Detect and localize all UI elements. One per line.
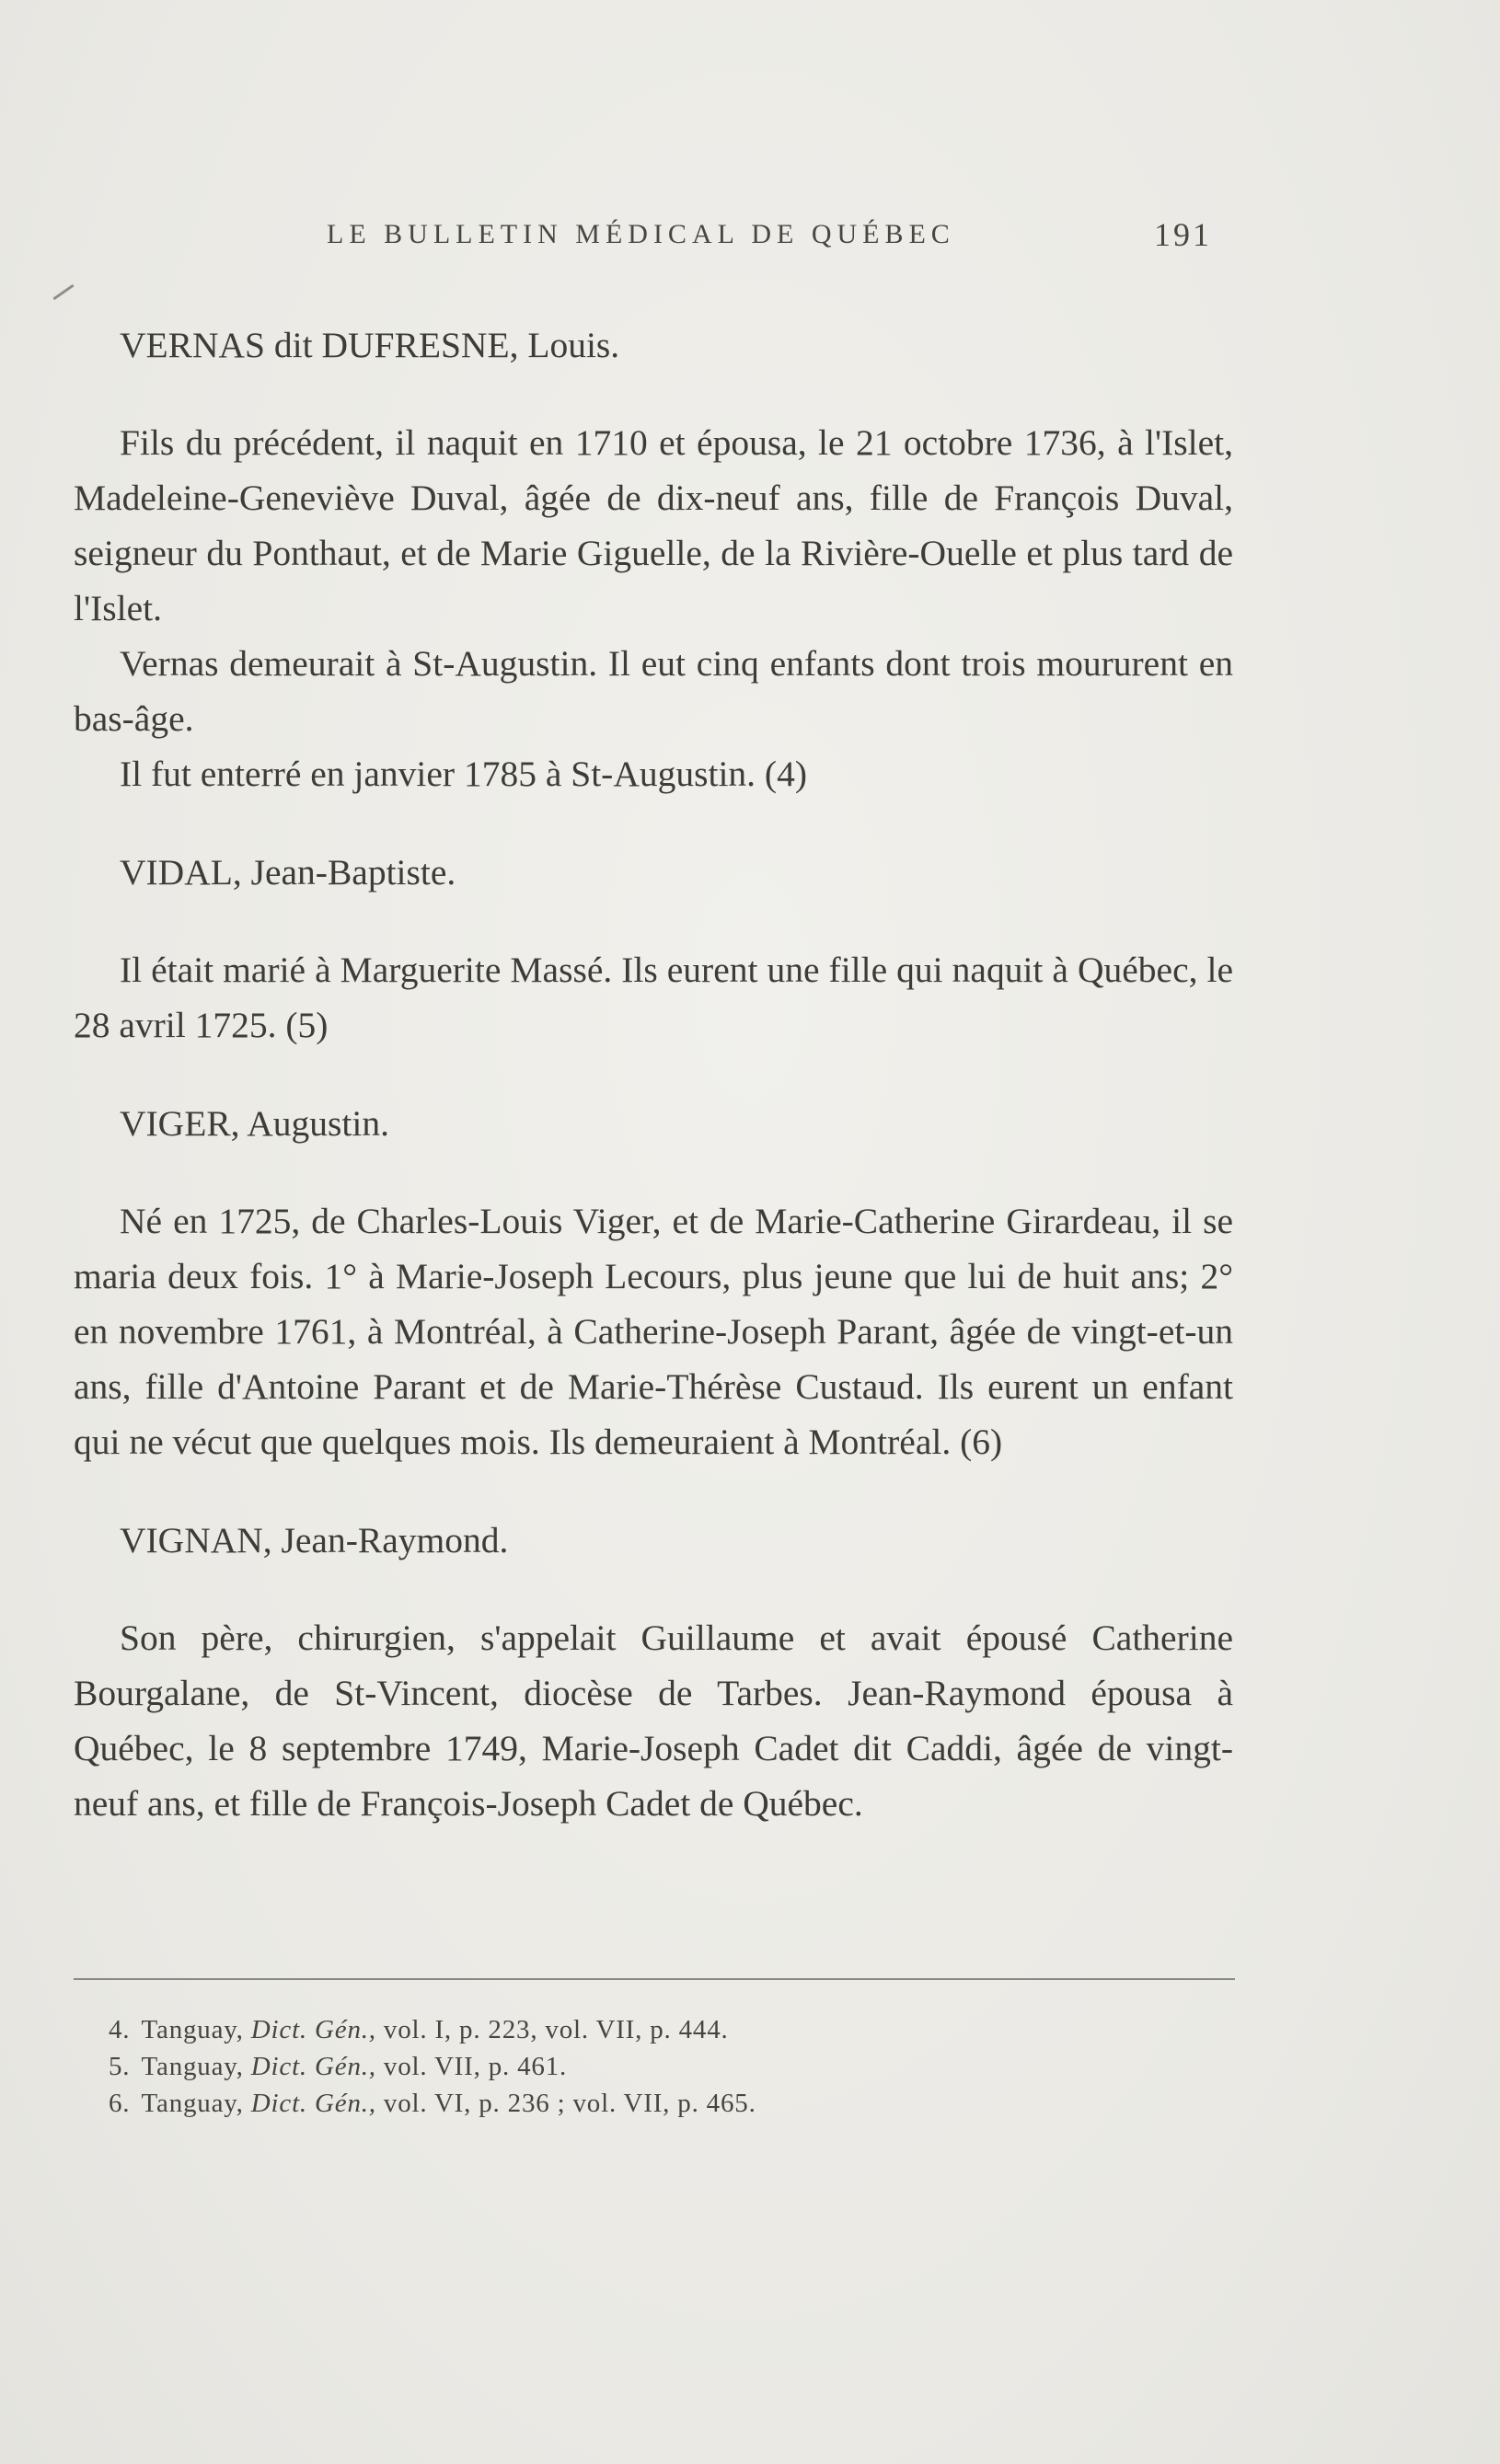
main-text <box>74 317 1233 1831</box>
footnote-author: Tanguay, <box>141 2015 244 2044</box>
entry-heading: VIGNAN, Jean-Raymond. <box>120 1520 509 1560</box>
entry-paragraph: Son père, chirurgien, s'appelait Guillaume et avait épousé Catherine Bourgalane, de St-Vincent, diocèse de Tarbes. Jean-Raymond épousa à Québec, le 8 septembre 1749, Marie-Joseph Cadet dit Caddi, âgée de vingt-neuf ans, et fille de François-Joseph Cadet de Québec. <box>74 1618 1233 1824</box>
footnote-rule <box>74 1978 1235 1980</box>
footnote <box>109 2085 1121 2122</box>
entry-vignan <box>74 1513 1233 1831</box>
entry-paragraph: Vernas demeurait à St-Augustin. Il eut cinq enfants dont trois moururent en bas-âge. <box>74 643 1233 739</box>
entry-vernas <box>74 317 1233 801</box>
pencil-mark <box>52 284 74 300</box>
page-number: 191 <box>1154 216 1212 253</box>
entry-heading: VIGER, Augustin. <box>120 1103 389 1144</box>
entry-paragraph: Né en 1725, de Charles-Louis Viger, et de Marie-Catherine Girardeau, il se maria deux fois. 1° à Marie-Joseph Lecours, plus jeune que lui de huit ans; 2° en novembre 1761, à Montréal, à Catherine-Joseph Parant, âgée de vingt-et-un ans, fille d'Antoine Parant et de Marie-Thérèse Custaud. Ils eurent un enfant qui ne vécut que quelques mois. Ils demeuraient à Montréal. (6) <box>74 1201 1233 1462</box>
footnote-number: 5. <box>109 2052 131 2081</box>
entry-paragraph: Fils du précédent, il naquit en 1710 et épousa, le 21 octobre 1736, à l'Islet, Madeleine-Geneviève Duval, âgée de dix-neuf ans, fille de François Duval, seigneur du Ponthaut, et de Marie Giguelle, de la Rivière-Ouelle et plus tard de l'Islet. <box>74 422 1233 628</box>
entry-paragraph: Il fut enterré en janvier 1785 à St-Augustin. (4) <box>120 754 807 794</box>
footnote-work: Dict. Gén., <box>250 2015 376 2044</box>
footnote-work: Dict. Gén., <box>250 2089 376 2118</box>
footnote-reference: vol. VII, p. 461. <box>383 2052 568 2081</box>
footnotes <box>109 2011 1121 2122</box>
footnote-work: Dict. Gén., <box>250 2052 376 2081</box>
footnote-reference: vol. I, p. 223, vol. VII, p. 444. <box>383 2015 729 2044</box>
entry-paragraph: Il était marié à Marguerite Massé. Ils eurent une fille qui naquit à Québec, le 28 avril 1725. (5) <box>74 950 1233 1045</box>
footnote-number: 6. <box>109 2089 131 2118</box>
entry-vidal <box>74 845 1233 1053</box>
running-title: LE BULLETIN MÉDICAL DE QUÉBEC <box>327 219 955 249</box>
entry-viger <box>74 1096 1233 1469</box>
footnote-author: Tanguay, <box>141 2052 244 2081</box>
footnote <box>109 2048 1121 2085</box>
footnote <box>109 2011 1121 2048</box>
footnote-author: Tanguay, <box>141 2089 244 2118</box>
running-head <box>0 216 1500 265</box>
footnote-reference: vol. VI, p. 236 ; vol. VII, p. 465. <box>383 2089 756 2118</box>
footnote-number: 4. <box>109 2015 131 2044</box>
entry-heading: VERNAS dit DUFRESNE, Louis. <box>120 325 620 365</box>
entry-heading: VIDAL, Jean-Baptiste. <box>120 852 456 892</box>
